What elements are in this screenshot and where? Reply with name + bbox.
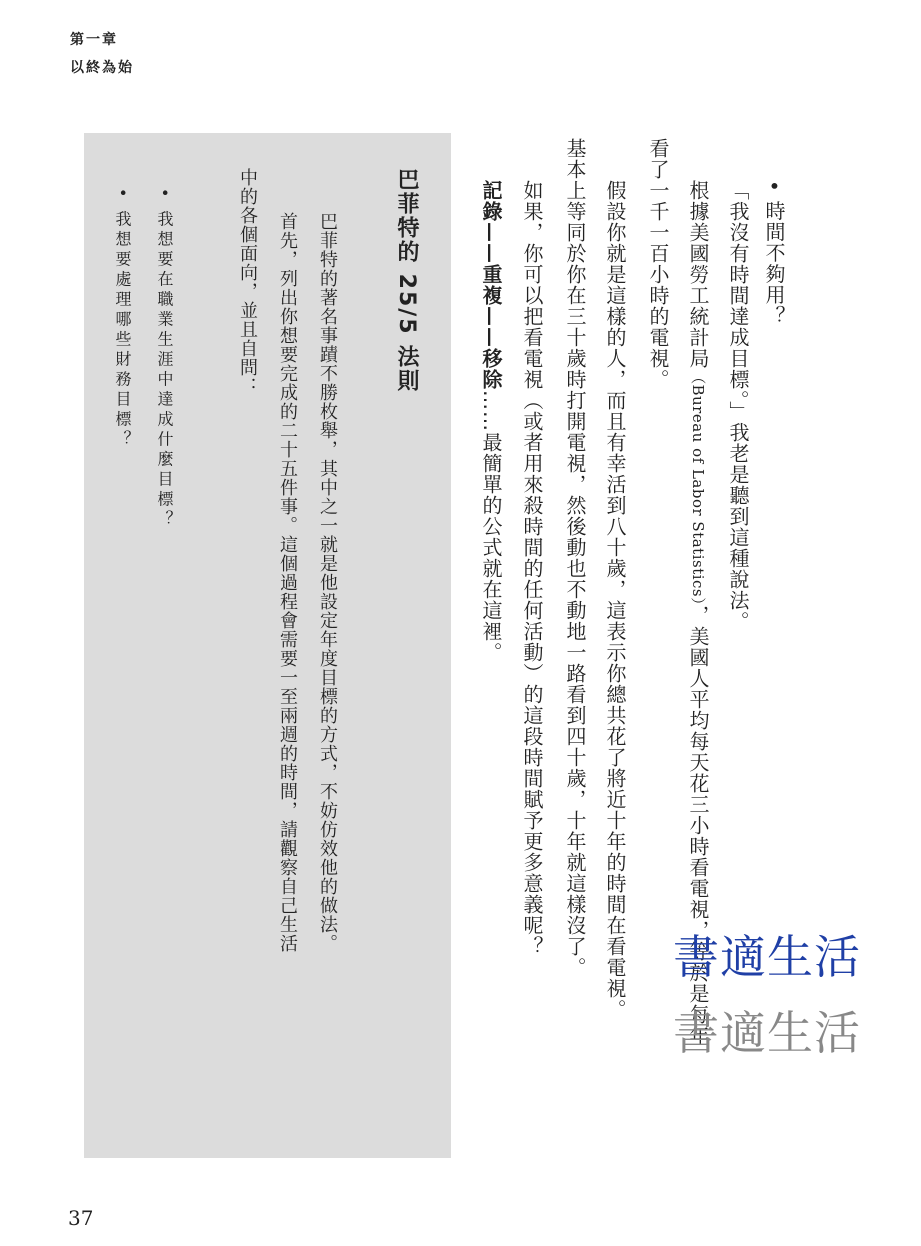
text-line: 基本上等同於你在三十歲時打開電視，然後動也不動地一路看到四十歲，十年就這樣沒了。 [563,138,587,978]
page-number: 37 [68,1206,94,1230]
box-bullet-item: • 我想要在職業生涯中達成什麼目標？ [155,188,174,531]
chapter-title: 以終為始 [70,60,134,76]
text-fragment: ，美國人平均每天花三小時看電視，等於是每年 [686,605,710,1047]
text-line: 如果，你可以把看電視（或者用來殺時間的任何活動）的這段時間賦予更多意義呢？ [520,180,544,957]
text-line [481,180,501,663]
box-text-line: 首先，列出你想要完成的二十五件事。這個過程會需要一至兩週的時間，請觀察自己生活 [277,212,298,953]
box-bullet-item: • 我想要處理哪些財務目標？ [113,188,132,451]
text-line: 「我沒有時間達成目標。」我老是聽到這種說法。 [726,180,750,632]
box-text-line: 巴菲特的著名事蹟不勝枚舉，其中之一就是他設定年度目標的方式，不妨仿效他的做法。 [317,212,338,953]
text-fragment: 根據美國勞工統計局 [686,180,710,369]
text-line [688,180,708,1046]
box-title: 巴菲特的 25/5 法則 [394,168,419,394]
section-heading: • 時間不夠用？ [762,180,786,327]
text-line: 看了一千一百小時的電視。 [646,138,670,390]
chapter-label: 第一章 [70,32,118,48]
box-text-line: 中的各個面向，並且自問： [237,168,258,396]
formula-text: 記錄——重複——移除 [479,180,503,390]
text-line: 假設你就是這樣的人，而且有幸活到八十歲，這表示你總共花了將近十年的時間在看電視。 [603,180,627,1020]
watermark-logo-shadow: 書適生活 [673,1006,861,1060]
watermark-logo: 書適生活 [673,930,861,984]
text-fragment: （Bureau of Labor Statistics） [689,369,707,606]
text-fragment: ……最簡單的公式就在這裡。 [479,390,503,663]
running-header [70,26,134,82]
